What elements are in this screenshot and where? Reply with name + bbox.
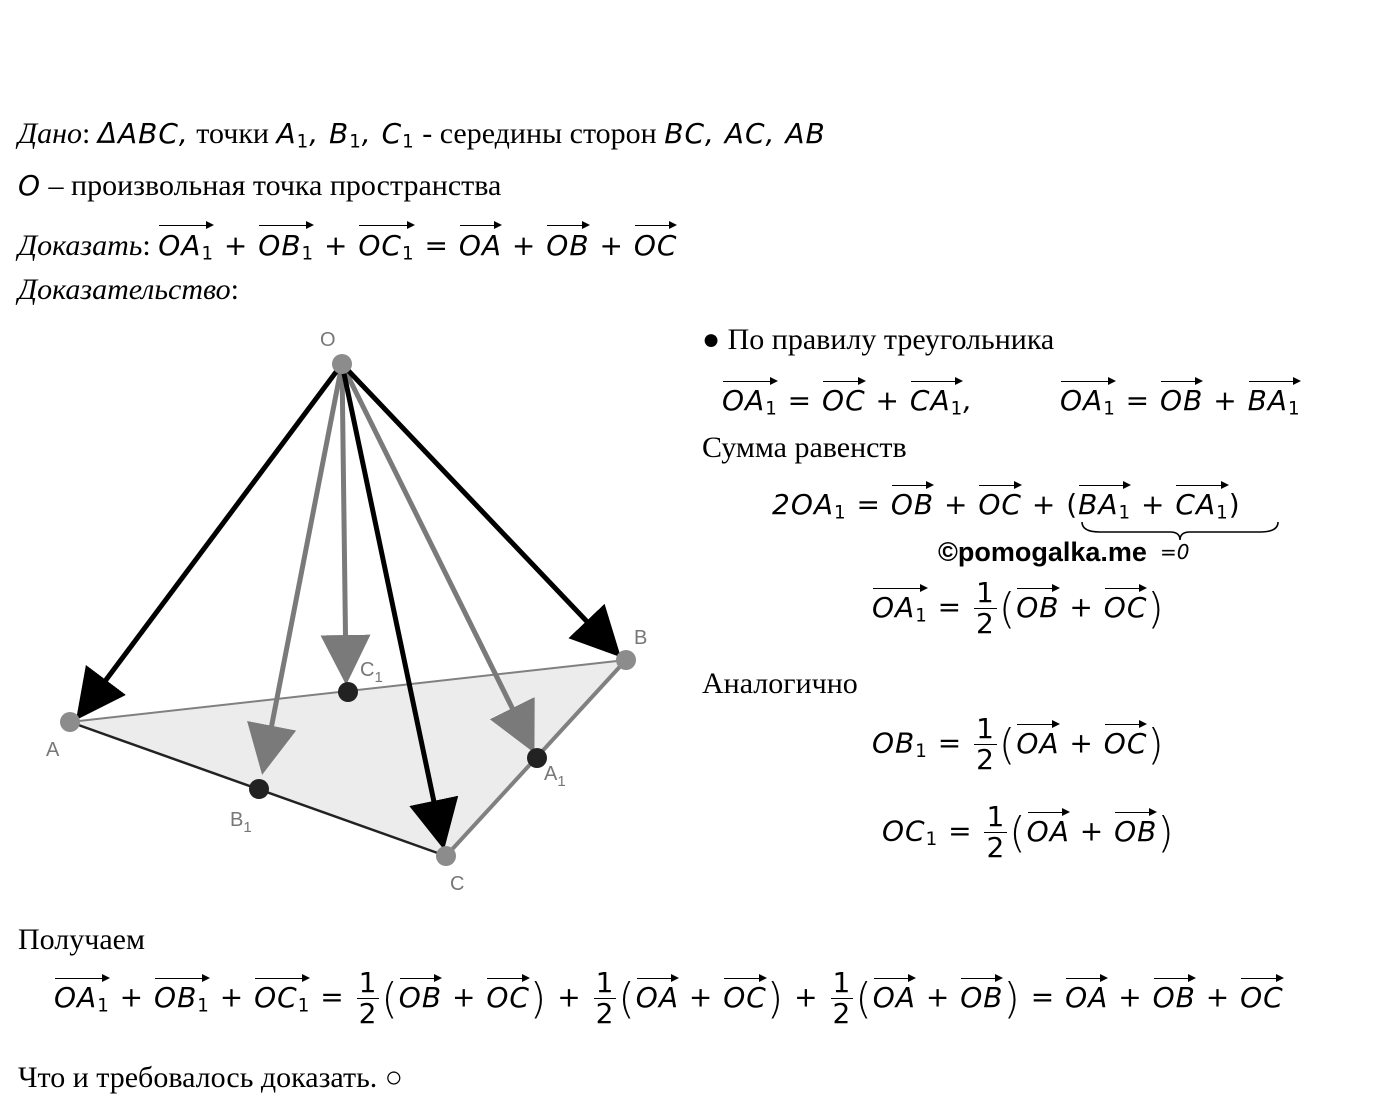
- point-b1: [249, 779, 269, 799]
- arrow-oc1: [342, 364, 346, 675]
- proof-label: Доказательство: [18, 273, 231, 306]
- step1-title: ● По правилу треугольника: [702, 323, 1055, 356]
- label-c1: $C_1$: [360, 659, 383, 686]
- ob1-half-formula: $OB_1$ = $\frac{1}{2}$ (OA + OC): [872, 712, 1165, 776]
- oc1-half-formula: $OC_1$ = $\frac{1}{2}$ (OA + OB): [882, 800, 1175, 864]
- arbitrary-point: O: [18, 169, 42, 202]
- step3-title: Аналогично: [702, 667, 858, 700]
- given-label: Дано: [18, 117, 82, 150]
- triangle-rule-2: $OA_1$ = OB + $BA_1$: [1060, 378, 1301, 420]
- label-c: C: [450, 873, 465, 895]
- point-c: [436, 846, 456, 866]
- given-sides: BC, AC, AB: [664, 117, 826, 150]
- final-formula: $OA_1 + OB_1 + OC_1$ = $\frac{1}{2}$ (OB + OC) + $\frac{1}{2}$ (OA + OC) + $\frac{1}{2}$ (OA + OB) = OA + OB + OC: [54, 966, 1284, 1030]
- label-b1: $B_1$: [230, 809, 252, 836]
- watermark: ©pomogalka.me: [938, 537, 1147, 567]
- arbitrary-text: – произвольная точка пространства: [48, 169, 502, 202]
- label-b: B: [634, 627, 648, 649]
- sum-formula: $2OA_1$ = OB + OC + $(BA_1 + CA_1)$: [772, 482, 1241, 524]
- pyramid-figure: [30, 320, 710, 900]
- given-points-text: точки: [196, 117, 269, 150]
- arrow-ob: [342, 364, 614, 650]
- oa1-half-formula: $OA_1$ = $\frac{1}{2}$ (OB + OC): [872, 576, 1165, 640]
- proof-line: Доказательство:: [18, 273, 239, 306]
- prove-label: Доказать: [18, 229, 143, 262]
- point-o: [332, 354, 352, 374]
- point-c1: [338, 682, 358, 702]
- conclusion: Что и требовалось доказать. ○: [18, 1061, 403, 1094]
- point-a: [60, 712, 80, 732]
- label-a: A: [46, 739, 60, 761]
- point-b: [616, 650, 636, 670]
- result-title: Получаем: [18, 923, 145, 956]
- given-points: $A_1$, $B_1$, $C_1$: [276, 117, 415, 153]
- label-o: O: [320, 329, 336, 351]
- prove-line: Доказать: $OA_1 + OB_1 + OC_1$ = OA + OB + OC: [18, 222, 677, 273]
- triangle-rule-1: $OA_1$ = OC + $CA_1$,: [722, 378, 973, 420]
- given-line: Дано: ΔABC, точки $A_1$, $B_1$, $C_1$ - середины сторон BC, AC, AB: [18, 117, 826, 153]
- label-a1: $A_1$: [544, 763, 566, 790]
- prove-formula: $OA_1 + OB_1 + OC_1$ = OA + OB + OC: [158, 229, 677, 262]
- given-midpoints-text: - середины сторон: [422, 117, 657, 150]
- given-triangle: ΔABC,: [97, 117, 189, 150]
- arbitrary-line: [18, 168, 501, 204]
- arrow-oa: [82, 364, 342, 712]
- zero-vector-label: =0: [1160, 540, 1190, 564]
- step2-title: Сумма равенств: [702, 431, 907, 464]
